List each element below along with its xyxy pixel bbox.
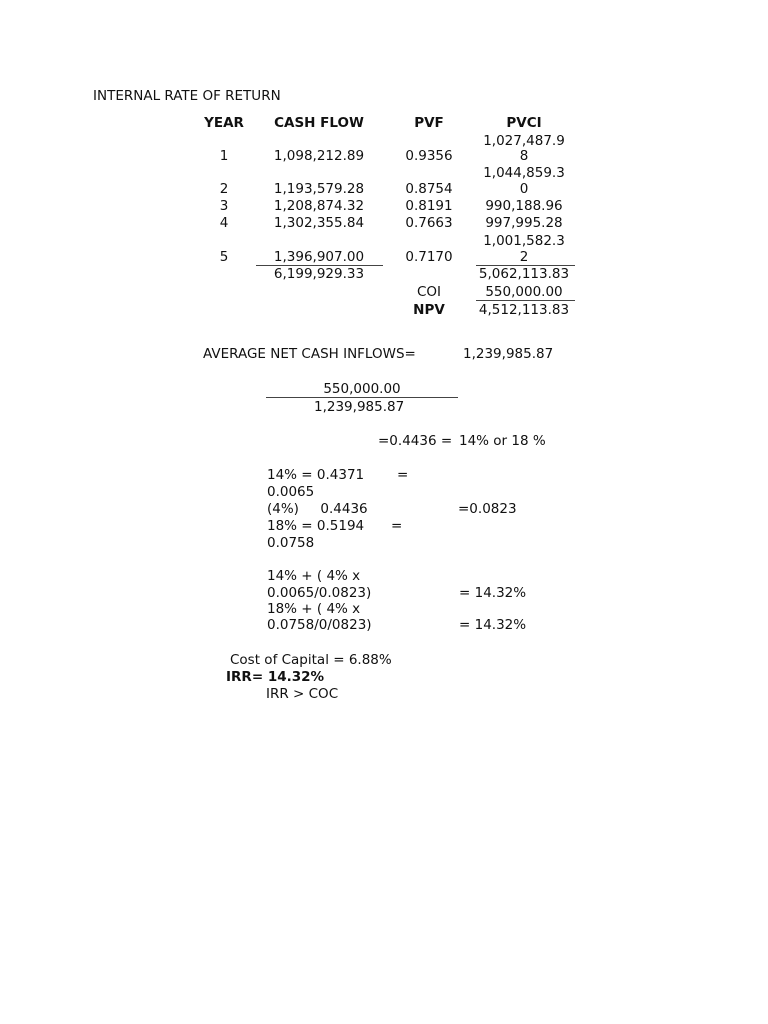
cash-flow-cell: 1,302,355.84 [273, 215, 365, 231]
fraction-numerator: 550,000.00 [323, 381, 401, 397]
calc1-line1: 14% + ( 4% x [267, 568, 361, 584]
header-year: YEAR [204, 115, 244, 131]
interp-total-diff: =0.0823 [458, 501, 517, 517]
interp-line-18: 18% = 0.5194 [267, 518, 365, 534]
npv-rule [476, 300, 575, 301]
coi-value: 550,000.00 [485, 284, 563, 300]
coi-label: COI [416, 284, 442, 300]
pvci-cell-wrap: 8 [519, 148, 529, 164]
header-cash-flow: CASH FLOW [274, 115, 364, 131]
interp-diff-18: 0.0758 [267, 535, 315, 551]
interp-line-18-eq: = [391, 518, 403, 534]
interp-diff-14: 0.0065 [267, 484, 315, 500]
calc1-line2: 0.0065/0.0823) [267, 585, 372, 601]
calc2-line2: 0.0758/0/0823) [267, 617, 372, 633]
irr-result: IRR= 14.32% [226, 669, 325, 685]
total-pvci: 5,062,113.83 [478, 266, 570, 282]
pvci-cell: 1,001,582.3 [483, 233, 565, 249]
fraction-denominator: 1,239,985.87 [314, 399, 405, 415]
interp-line-target: (4%) 0.4436 [267, 501, 368, 517]
pvci-cell-wrap: 2 [519, 249, 529, 265]
fraction-result: =0.4436 = [378, 433, 453, 449]
cost-of-capital: Cost of Capital = 6.88% [230, 652, 392, 668]
year-cell: 4 [219, 215, 229, 231]
year-cell: 5 [219, 249, 229, 265]
interp-line-14-eq: = [397, 467, 409, 483]
cash-flow-cell: 1,098,212.89 [273, 148, 365, 164]
cash-flow-cell: 1,193,579.28 [273, 181, 365, 197]
npv-label: NPV [413, 302, 445, 318]
interp-line-14: 14% = 0.4371 [267, 467, 365, 483]
year-cell: 3 [219, 198, 229, 214]
pvf-cell: 0.8191 [405, 198, 453, 214]
average-value: 1,239,985.87 [463, 346, 554, 362]
pvci-cell: 1,027,487.9 [483, 133, 565, 149]
irr-comparison: IRR > COC [266, 686, 339, 702]
pvf-cell: 0.9356 [405, 148, 453, 164]
header-pvci: PVCI [506, 115, 542, 131]
pvf-cell: 0.7170 [405, 249, 453, 265]
pvci-cell: 990,188.96 [485, 198, 563, 214]
fraction-result-rates: 14% or 18 % [459, 433, 546, 449]
average-label: AVERAGE NET CASH INFLOWS= [203, 346, 416, 362]
document-title: INTERNAL RATE OF RETURN [93, 88, 281, 104]
pvci-cell-wrap: 0 [519, 181, 529, 197]
header-pvf: PVF [414, 115, 444, 131]
npv-value: 4,512,113.83 [478, 302, 570, 318]
pvci-cell: 1,044,859.3 [483, 165, 565, 181]
total-cash-flow: 6,199,929.33 [273, 266, 365, 282]
calc2-line1: 18% + ( 4% x [267, 601, 361, 617]
year-cell: 1 [219, 148, 229, 164]
cash-flow-cell: 1,208,874.32 [273, 198, 365, 214]
pvf-cell: 0.7663 [405, 215, 453, 231]
cash-flow-cell: 1,396,907.00 [273, 249, 365, 265]
pvci-cell: 997,995.28 [485, 215, 563, 231]
calc1-result: = 14.32% [459, 585, 527, 601]
year-cell: 2 [219, 181, 229, 197]
pvf-cell: 0.8754 [405, 181, 453, 197]
calc2-result: = 14.32% [459, 617, 527, 633]
fraction-bar [266, 397, 458, 398]
